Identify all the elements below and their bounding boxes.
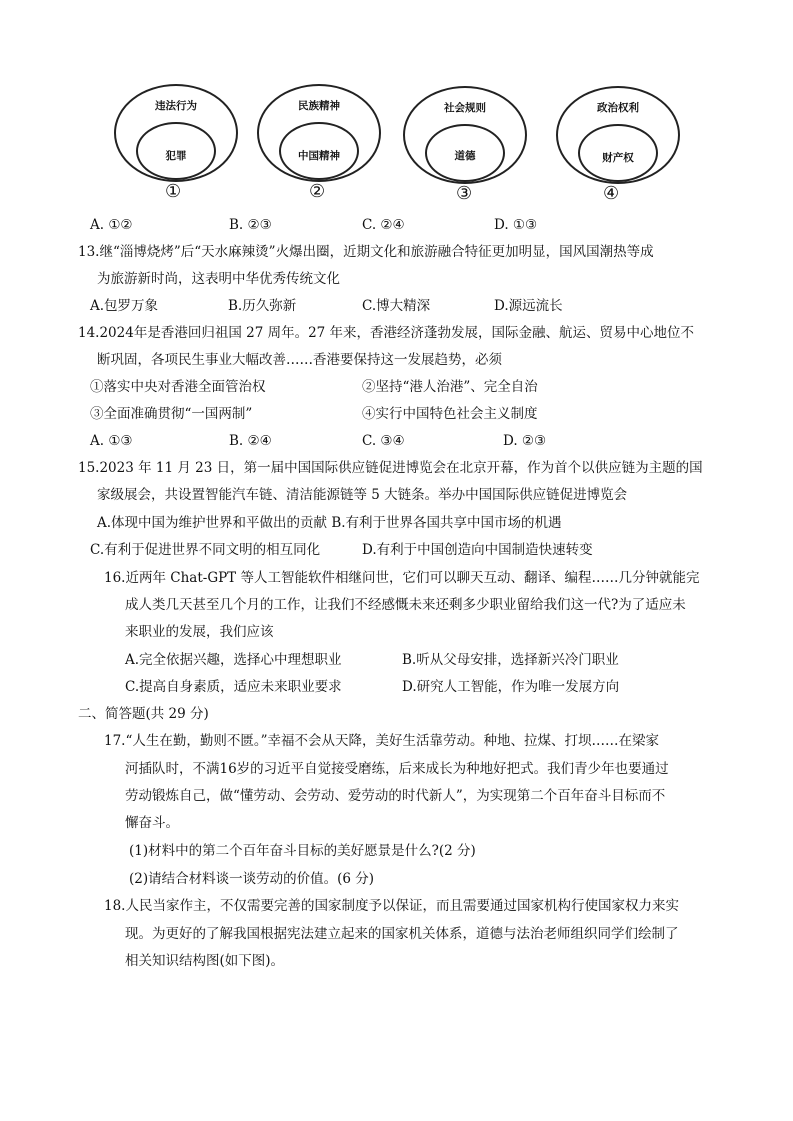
outer-label: 政治权利: [597, 102, 639, 114]
q16-stem: 来职业的发展，我们应该: [125, 624, 274, 640]
outer-label: 社会规则: [444, 102, 486, 114]
diagram-number: ③: [456, 183, 473, 204]
q12-option-b: B. ②③: [229, 217, 272, 233]
q16-option-c: C.提高自身素质，适应未来职业要求: [125, 679, 342, 695]
q16-option-d: D.研究人工智能，作为唯一发展方向: [402, 679, 620, 695]
q15-option-c: C.有利于促进世界不同文明的相互同化: [90, 542, 321, 558]
outer-label: 民族精神: [298, 100, 340, 112]
q15-stem: 15.2023 年 11 月 23 日，第一届中国国际供应链促进博览会在北京开幕，作为首个以供应链为主题的国: [78, 460, 703, 476]
q16-option-b: B.听从父母安排，选择新兴冷门职业: [402, 652, 619, 668]
q13-option-b: B.历久弥新: [228, 298, 297, 314]
inner-label: 犯罪: [165, 150, 187, 162]
inner-label: 中国精神: [298, 150, 340, 162]
q14-stem: 断巩固，各项民生事业大幅改善……香港要保持这一发展趋势，必须: [97, 352, 502, 368]
venn-diagram-4: [556, 86, 680, 184]
diagram-number: ②: [309, 181, 326, 202]
q17-material: 河插队时，不满16岁的习近平自觉接受磨练，后来成长为种地好把式。我们青少年也要通过: [125, 761, 669, 777]
venn-diagram-3: [403, 86, 527, 184]
q12-option-d: D. ①③: [494, 217, 538, 233]
diagram-number: ④: [603, 183, 620, 204]
q14-statement-1: ①落实中央对香港全面管治权: [90, 379, 266, 395]
q17-material: 懈奋斗。: [125, 815, 179, 831]
inner-label: 财产权: [602, 152, 634, 164]
q13-option-c: C.博大精深: [362, 298, 431, 314]
q18-material: 相关知识结构图(如下图)。: [125, 953, 285, 969]
q18-material: 现。为更好的了解我国根据宪法建立起来的国家机关体系，道德与法治老师组织同学们绘制了: [125, 926, 679, 942]
q16-stem: 16.近两年 Chat-GPT 等人工智能软件相继问世，它们可以聊天互动、翻译、编程……几分钟就能完: [104, 570, 700, 586]
q14-option-c: C. ③④: [362, 433, 405, 449]
q14-option-a: A. ①③: [90, 433, 133, 449]
q18-material: 18.人民当家作主，不仅需要完善的国家制度予以保证，而且需要通过国家机构行使国家权力来实: [104, 898, 679, 914]
q13-option-a: A.包罗万象: [90, 298, 159, 314]
q14-statement-4: ④实行中国特色社会主义制度: [362, 406, 538, 422]
q15-option-ab: A.体现中国为维护世界和平做出的贡献 B.有利于世界各国共享中国市场的机遇: [97, 515, 562, 531]
section-heading: 二、简答题(共 29 分): [78, 706, 209, 722]
diagram-number: ①: [165, 181, 182, 202]
inner-label: 道德: [454, 150, 476, 162]
venn-diagram-2: [257, 84, 381, 182]
q16-stem: 成人类几天甚至几个月的工作，让我们不经感慨未来还剩多少职业留给我们这一代?为了适应未: [125, 597, 686, 613]
q14-stem: 14.2024年是香港回归祖国 27 周年。27 年来，香港经济蓬勃发展，国际金融、航运、贸易中心地位不: [78, 325, 695, 341]
venn-diagram-1: [114, 84, 238, 182]
q15-stem: 家级展会，共设置智能汽车链、清洁能源链等 5 大链条。举办中国国际供应链促进博览会: [97, 487, 628, 503]
q17-subquestion-2: (2)请结合材料谈一谈劳动的价值。(6 分): [129, 871, 375, 887]
q13-option-d: D.源远流长: [494, 298, 563, 314]
q14-option-d: D. ②③: [503, 433, 547, 449]
q17-material: 劳动锻炼自己，做“懂劳动、会劳动、爱劳动的时代新人”，为实现第二个百年奋斗目标而不: [125, 788, 666, 804]
q13-stem: 为旅游新时尚，这表明中华优秀传统文化: [97, 271, 340, 287]
q14-option-b: B. ②④: [229, 433, 272, 449]
q14-statement-3: ③全面准确贯彻“一国两制”: [90, 406, 253, 422]
q17-material: 17.“人生在勤，勤则不匮。”幸福不会从天降，美好生活靠劳动。种地、拉煤、打坝……在梁家: [104, 733, 660, 749]
q16-option-a: A.完全依据兴趣，选择心中理想职业: [125, 652, 342, 668]
q13-stem: 13.继“淄博烧烤”后“天水麻辣烫”火爆出圈，近期文化和旅游融合特征更加明显，国风国潮热等成: [78, 244, 654, 260]
outer-label: 违法行为: [155, 100, 197, 112]
q12-option-c: C. ②④: [362, 217, 405, 233]
q12-option-a: A. ①②: [90, 217, 133, 233]
q17-subquestion-1: (1)材料中的第二个百年奋斗目标的美好愿景是什么?(2 分): [129, 843, 476, 859]
q15-option-d: D.有利于中国创造向中国制造快速转变: [362, 542, 593, 558]
q14-statement-2: ②坚持“港人治港”、完全自治: [362, 379, 538, 395]
